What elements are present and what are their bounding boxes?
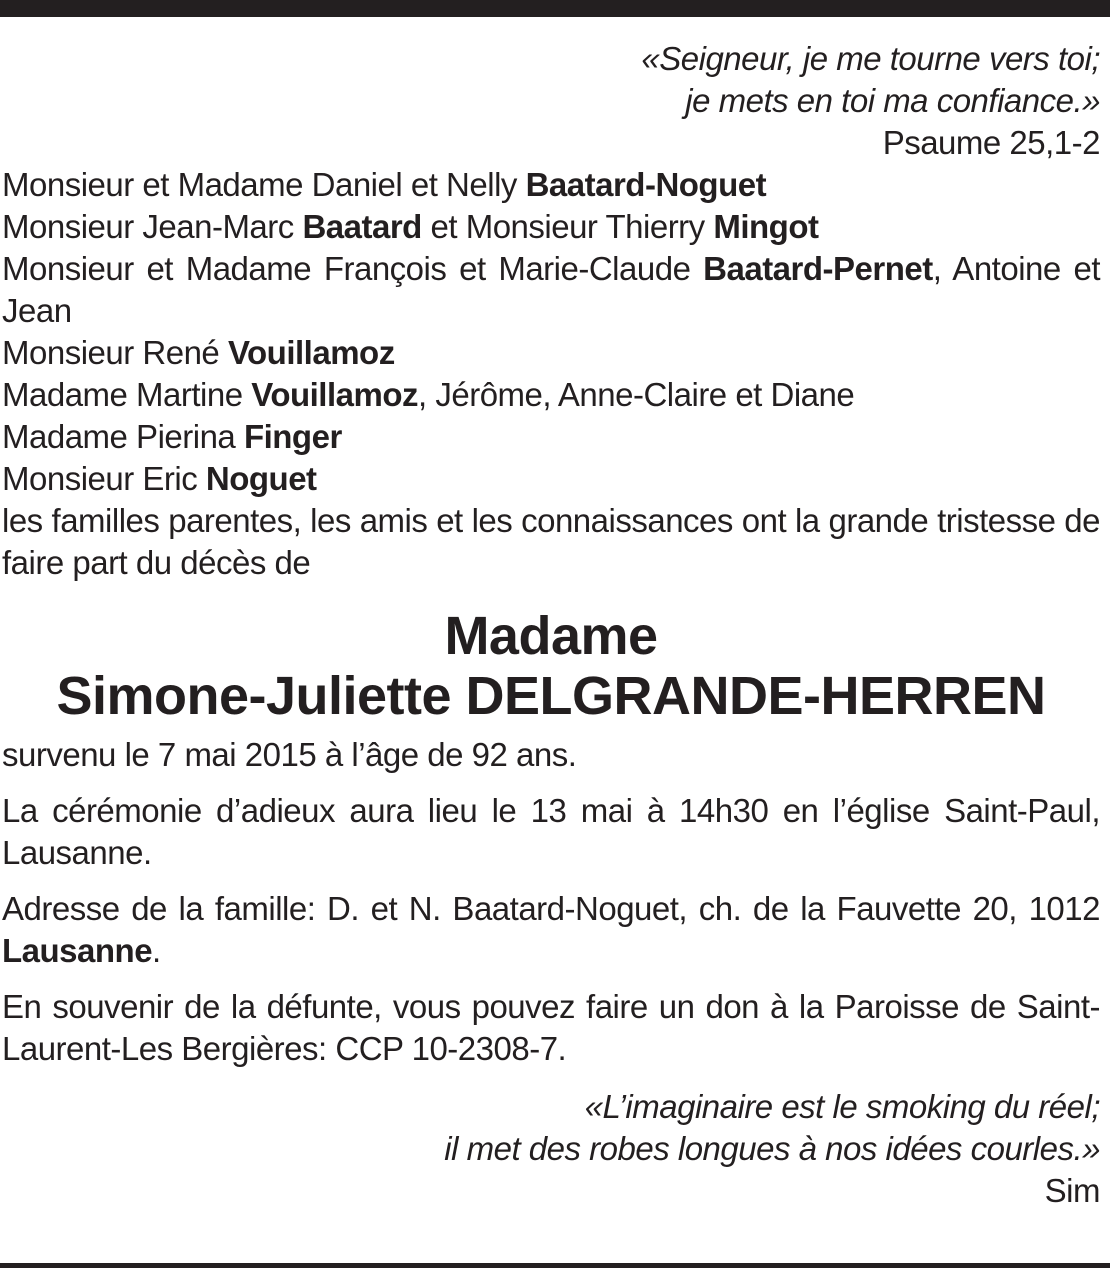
family-line-6: Madame Pierina Finger (2, 418, 342, 455)
deceased-name: Simone-Juliette DELGRANDE-HERREN (56, 666, 1046, 726)
opening-quote (2, 38, 1100, 164)
obituary-notice (2, 38, 1100, 1212)
opening-quote-line-2: je mets en toi ma confiance.» (685, 82, 1100, 119)
family-line-4: Monsieur René Vouillamoz (2, 334, 395, 371)
deceased-name-block (2, 606, 1100, 726)
announcement-text: les familles parentes, les amis et les connaissances ont la grande tristesse de faire part du décès de (2, 502, 1100, 581)
top-rule (0, 0, 1110, 17)
family-line-7: Monsieur Eric Noguet (2, 460, 317, 497)
donation-info: En souvenir de la défunte, vous pouvez faire un don à la Paroisse de Saint-Laurent-Les Bergières: CCP 10-2308-7. (2, 988, 1100, 1067)
family-line-2: Monsieur Jean-Marc Baatard et Monsieur Thierry Mingot (2, 208, 819, 245)
closing-quote (2, 1086, 1100, 1212)
opening-quote-line-1: «Seigneur, je me tourne vers toi; (641, 40, 1100, 77)
family-line-1: Monsieur et Madame Daniel et Nelly Baatard-Noguet (2, 166, 767, 203)
family-line-5: Madame Martine Vouillamoz, Jérôme, Anne-Claire et Diane (2, 376, 855, 413)
family-address: Adresse de la famille: D. et N. Baatard-Noguet, ch. de la Fauvette 20, 1012 Lausanne. (2, 890, 1100, 969)
death-info: survenu le 7 mai 2015 à l’âge de 92 ans. (2, 736, 577, 773)
closing-quote-line-2: il met des robes longues à nos idées courles.» (444, 1130, 1100, 1167)
opening-quote-source: Psaume 25,1-2 (882, 124, 1100, 161)
bottom-rule (0, 1263, 1110, 1268)
closing-quote-line-1: «L’imaginaire est le smoking du réel; (584, 1088, 1100, 1125)
deceased-title: Madame (444, 606, 658, 666)
ceremony-info: La cérémonie d’adieux aura lieu le 13 mai à 14h30 en l’église Saint-Paul, Lausanne. (2, 792, 1100, 871)
closing-quote-source: Sim (1044, 1172, 1100, 1209)
family-list (2, 164, 1100, 500)
family-line-3: Monsieur et Madame François et Marie-Claude Baatard-Pernet, Antoine et Jean (2, 250, 1100, 329)
